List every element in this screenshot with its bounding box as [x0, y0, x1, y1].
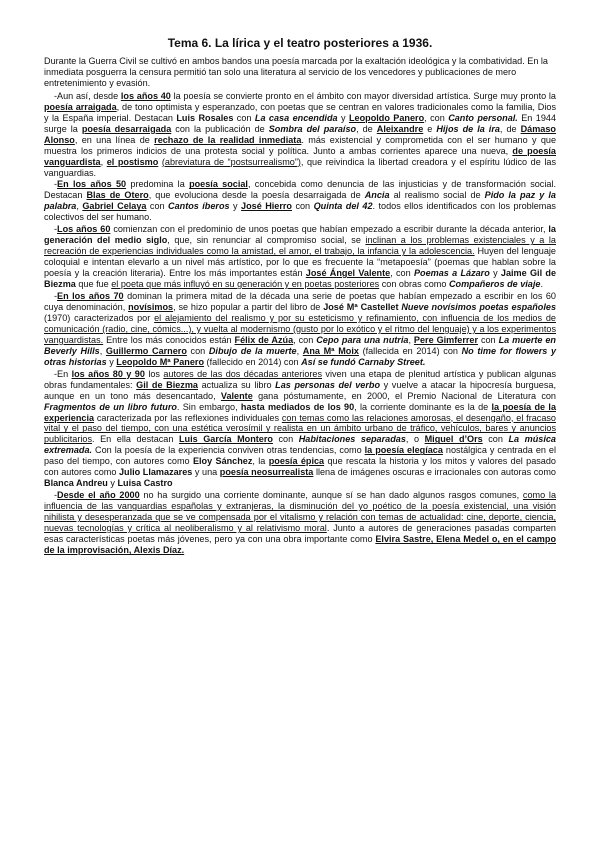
text-run: actualiza su libro [198, 379, 276, 390]
text-run: , con [293, 334, 317, 345]
text-run: Eloy Sánchez [192, 456, 253, 467]
text-run: Cepo para una nutria [316, 334, 409, 345]
text-run: Guillermo Carnero [105, 345, 187, 356]
page-title: Tema 6. La lírica y el teatro posteriores a 1936. [167, 36, 433, 50]
text-run: viven una etapa de plenitud artística y publican algunas obras fundamentales: [44, 368, 557, 390]
text-run: poesía arraigada [44, 101, 117, 112]
text-run: , concebida como denuncia de las injusticias y de transformación social. Destacan [44, 179, 556, 201]
text-run: Gil de Biezma [136, 379, 198, 390]
text-run: poesía neosurrealista [219, 467, 314, 478]
text-run: poesía épica [268, 456, 325, 467]
text-run: , que reivindica la libertad creadora y el espíritu lúdico de las vanguardias. [44, 156, 556, 178]
text-run: y vuelve a atacar la hipocresía burguesa, aunque en un tono más desencantado, [44, 379, 556, 401]
text-run: La casa encendida [254, 112, 338, 123]
text-run: dominan la primera mitad de la década una serie de poetas que habían empezado a escribir en los 60 cuya denominación, [44, 291, 556, 312]
text-run: , de [499, 123, 521, 134]
text-run: y [337, 112, 349, 123]
text-run: Gabriel Celaya [82, 201, 147, 212]
text-run: , que evoluciona desde la poesía desarraigada de [148, 190, 365, 201]
text-run: . Junto a autores de generaciones pasadas comparten esas características poetas más jóvenes, pero ya con una obra importante como [44, 523, 556, 544]
text-run: los años 80 y 90 [71, 368, 145, 379]
text-run: . más existencial y comprometida con el ser humano y que muestra los primeros indicios de una protesta social y política. Junto a ambas corrientes aparece una nueva, [44, 134, 557, 156]
text-run: Leopoldo Mª Panero [116, 356, 205, 367]
text-run: Entre los más conocidos están [103, 334, 235, 345]
text-run: . Sin embargo, [176, 401, 241, 412]
text-run: , [408, 334, 414, 345]
text-run: , la corriente dominante es la de [354, 401, 492, 412]
text-run: Luis García Montero [178, 434, 273, 445]
text-run: con [146, 201, 169, 212]
text-run: Blas de Otero [86, 190, 149, 201]
text-run: hasta mediados de los 90 [240, 401, 355, 412]
text-run: gana póstumamente, en 2000, el Premio Nacional de Literatura con [252, 390, 556, 401]
text-run: Valente [220, 390, 253, 401]
text-run: poesía social [189, 179, 248, 190]
text-run: Nueve novísimos poetas españoles [401, 301, 556, 312]
text-run: Ancia [364, 190, 390, 201]
text-run: Leopoldo Panero [348, 112, 425, 123]
text-run: Miguel d’Ors [424, 434, 483, 445]
text-run: Luis Rosales [176, 112, 234, 123]
text-run: con la publicación de [171, 123, 269, 134]
text-run: al realismo social de [389, 190, 485, 201]
text-run: En 1944 surge la [44, 112, 557, 134]
text-run: como la influencia de las vanguardias españolas y extranjeras, la disminución del yo poético de la poesía existencial, una visión nihilista y desesperanzada que se ve compensada por el vitalismo y relación con temas de actualidad: cine, deporte, ciencia, nuevas tecnologías y crítica al neoliberalismo y al relativismo moral [44, 490, 556, 534]
text-run: (fallecido en 2014) con [204, 356, 302, 367]
text-run: la poesía se convierte pronto en el ámbito con mayor diversidad artística. Surge muy pronto la [170, 90, 556, 101]
text-run: el poeta que más influyó en su generación y en poetas posteriores [111, 279, 380, 290]
text-run: - [54, 179, 58, 190]
paragraph-anos-50 [44, 179, 556, 223]
text-run: con [186, 345, 209, 356]
text-run: Sombra del paraíso [268, 123, 357, 134]
text-run: con [272, 434, 299, 445]
text-run: Félix de Azúa [234, 334, 294, 345]
text-run: Quinta del 42 [313, 201, 373, 212]
text-run: En los años 70 [57, 291, 124, 302]
text-run: y una [192, 467, 220, 478]
text-run: -Aun así, desde [54, 90, 121, 101]
text-run: Pido la paz y la palabra [44, 190, 556, 212]
text-run: los años 40 [120, 90, 171, 101]
text-run: comienzan con el predominio de unos poetas que habían empezado a escribir durante la década anterior, [110, 224, 549, 235]
text-run: La muerte en Beverly Hills [44, 334, 556, 356]
text-run: Pere Gimferrer [413, 334, 479, 345]
paragraph-anos-80-90 [44, 369, 556, 489]
text-run: Ana Mª Moix [302, 345, 359, 356]
text-run: Jaime Gil de Biezma [44, 268, 556, 290]
text-run: - [54, 291, 58, 302]
paragraph-anos-40 [44, 91, 556, 179]
text-run: de poesía vanguardista [44, 145, 556, 167]
text-run: y [489, 268, 501, 279]
text-run: con [482, 434, 509, 445]
text-run: Blanca Andreu [44, 478, 108, 489]
text-run: con [233, 112, 255, 123]
text-run: José Hierro [241, 201, 292, 212]
text-run: Elvira Sastre, Elena Medel o, en el campo de la improvisación, Alexis Díaz. [44, 533, 556, 555]
text-run: Desde el año 2000 [57, 490, 140, 501]
text-run: , en una línea de [74, 134, 155, 145]
text-run: novísimos [128, 301, 174, 312]
text-run: e [423, 123, 437, 134]
text-run: José Mª Castellet [323, 301, 399, 312]
text-run: llena de imágenes oscuras e irracionales con autoras como [313, 467, 556, 478]
text-run: el alejamiento del realismo y por su esteticismo y refinamiento, con influencia de los medios de comunicación (radio, cine, cómics...), y vuelta al modernismo (gusto por lo exótico y el ritmo del lenguaje) y a los experimentos vanguardistas. [44, 312, 556, 345]
text-run: Dibujo de la muerte [208, 345, 297, 356]
text-run: , [100, 156, 107, 167]
paragraph-ano-2000 [44, 490, 556, 556]
paragraph-intro [44, 56, 556, 89]
text-run: -En [54, 368, 72, 379]
text-run: . En ella destacan [92, 434, 179, 445]
text-run: , [296, 345, 303, 356]
text-run: (1970) caracterizados por [44, 312, 155, 323]
text-run: Cantos íberos [168, 201, 230, 212]
text-run: caracterizada por las reflexiones individuales [94, 412, 282, 423]
text-run: Poemas a Lázaro [413, 268, 490, 279]
text-run: (abreviatura de “postsurrealismo”) [161, 156, 301, 167]
text-run: Canto personal. [448, 112, 518, 123]
text-run: Compañeros de viaje [448, 279, 541, 290]
text-run: y [106, 356, 117, 367]
text-run: la poesía de la experiencia [44, 401, 556, 423]
text-run: - [54, 224, 58, 235]
text-run: Así se fundó Carnaby Street. [301, 356, 426, 367]
text-run: No time for flowers y otras historias [44, 345, 557, 367]
text-run: el postismo [106, 156, 159, 167]
text-run: rechazo de la realidad inmediata [154, 134, 302, 145]
text-run: poesía desarraigada [81, 123, 172, 134]
text-run: no ha surgido una corriente dominante, aunque sí se han dado algunos rasgos comunes, [139, 490, 523, 501]
text-run: - [54, 490, 58, 501]
text-run: , que, sin renunciar al compromiso social, se [167, 235, 366, 246]
text-run: autores de las dos décadas anteriores [163, 368, 323, 379]
text-run: con temas como las relaciones amorosas, el desengaño, el fracaso vital y el paso del tiempo, con una estética verosímil y realista en un ámbito urbano de tráfico, vehículos, bares y anuncios publicitarios [44, 412, 556, 445]
text-run: , [99, 345, 106, 356]
text-run: , con [390, 268, 414, 279]
text-run: la generación del medio siglo [44, 224, 556, 246]
text-run: que fue [75, 279, 112, 290]
text-run: José Ángel Valente [305, 268, 391, 279]
text-run: , la [252, 456, 269, 467]
paragraph-anos-60 [44, 224, 556, 290]
paragraph-anos-70 [44, 291, 556, 368]
text-run: , con [424, 112, 449, 123]
text-run: (fallecida en 2014) con [358, 345, 462, 356]
text-run: , [76, 201, 83, 212]
text-run: Julio Llamazares [118, 467, 193, 478]
text-run: , de [356, 123, 377, 134]
text-run: Luisa Castro [117, 478, 173, 489]
document-body [44, 56, 556, 556]
text-run: predomina la [126, 179, 190, 190]
text-run: Con la poesía de la experiencia conviven otras tendencias, como [92, 445, 365, 456]
text-run: Durante la Guerra Civil se cultivó en ambos bandos una poesía marcada por la exaltación ideológica y la combatividad. En la inmediata posguerra la censura permitió tan solo una literatura al servicio de los vencedores y publicaciones de mero entretenimiento y evasión. [44, 56, 548, 88]
text-run: La música extremada. [44, 434, 556, 456]
text-run: y [107, 478, 118, 489]
text-run: con obras como [379, 279, 449, 290]
text-run: Las personas del verbo [275, 379, 381, 390]
text-run: Aleixandre [376, 123, 424, 134]
text-run: Habitaciones separadas [298, 434, 406, 445]
text-run: que rescata la historia y los mitos y valores del pasado con autores como [44, 456, 556, 478]
text-run: con [292, 201, 314, 212]
text-run: , o [405, 434, 425, 445]
text-run: con [478, 334, 499, 345]
text-run: . todos ellos identificados con los problemas colectivos del ser humano. [44, 201, 556, 223]
text-run: , se hizo popular a partir del libro de [173, 301, 324, 312]
text-run: En los años 50 [57, 179, 127, 190]
text-run: los [144, 368, 164, 379]
text-run: inclinan a los problemas existenciales y a la recreación de experiencias individuales como la amistad, el amor, el trabajo, la infancia y la adolescencia. [44, 235, 556, 257]
text-run: nostálgica y centrada en el paso del tiempo, con autores como [44, 445, 557, 467]
text-run: Los años 60 [57, 224, 111, 235]
text-run: Dámaso Alonso [44, 123, 556, 145]
text-run: Hijos de la ira [436, 123, 500, 134]
text-run: la poesía elegíaca [364, 445, 443, 456]
text-run: Fragmentos de un libro futuro [44, 401, 177, 412]
text-run: , de tono optimista y esperanzado, con poetas que se centran en valores tradicionales como la familia, Dios y la España imperial. Destacan [44, 101, 556, 123]
text-run: . [540, 279, 543, 290]
text-run: y [229, 201, 242, 212]
text-run: Huyen del lenguaje coloquial e intentan elevarlo a un nivel más artístico, por lo que es frecuente la “metapoesía” (poemas que hablan sobre la poesía y la creación literaria). Entre los más importantes están [44, 246, 556, 279]
